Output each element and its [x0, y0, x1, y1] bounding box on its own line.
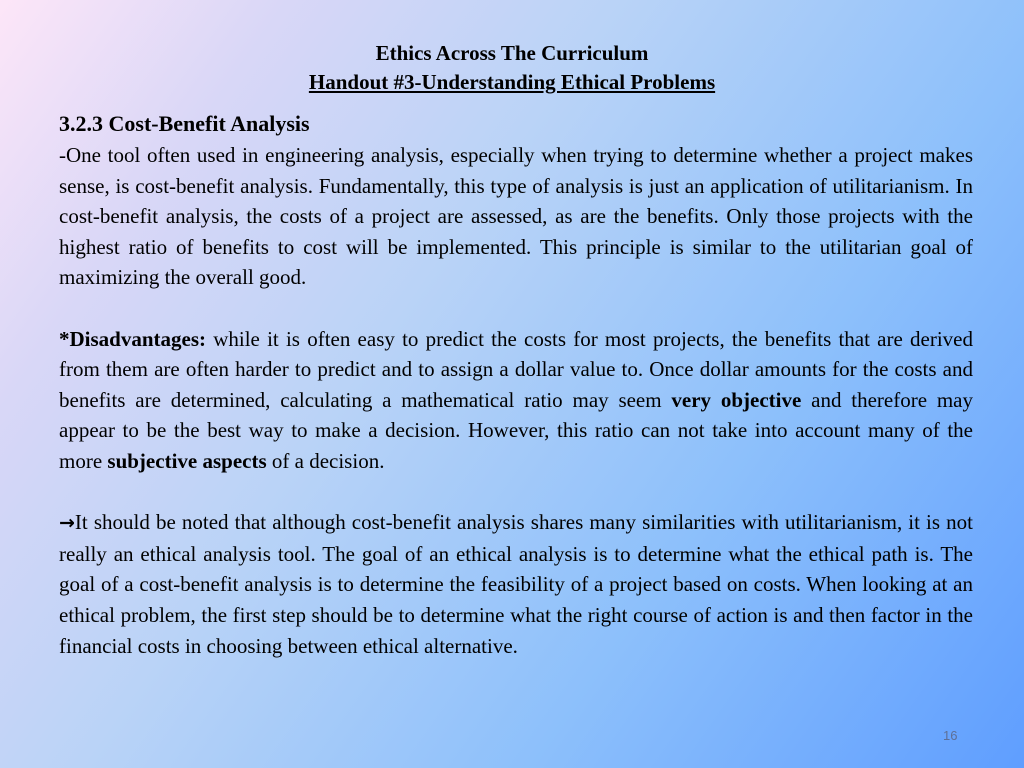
- disadvantages-paragraph: [59, 324, 973, 477]
- emphasis-subjective-aspects: subjective aspects: [107, 448, 267, 473]
- section-heading: 3.2.3 Cost-Benefit Analysis: [59, 111, 310, 136]
- disadvantages-label: *Disadvantages:: [59, 326, 207, 351]
- right-arrow-icon: →: [59, 512, 75, 535]
- spacer: [59, 477, 973, 508]
- spacer: [59, 293, 973, 324]
- title-line-2: Handout #3-Understanding Ethical Problems: [308, 70, 716, 94]
- note-text: It should be noted that although cost-benefit analysis shares many similarities with utilitarianism, it is not really an ethical analysis tool. The goal of an ethical analysis is to determine what the ethical path is. The goal of a cost-benefit analysis is to determine the feasibility of a project based on costs. When looking at an ethical problem, the first step should be to determine what the right course of action is and then factor in the financial costs in choosing between ethical alternative.: [59, 510, 973, 658]
- slide-title: [0, 39, 1024, 97]
- page-number: 16: [943, 728, 958, 743]
- disadvantages-text-1: while it is often easy to predict the costs for most projects, the benefits that are derived from them are often harder to predict and to assign a dollar value to. Once dollar amounts for the costs and benefits are determined, calculating a mathematical ratio may seem: [59, 326, 973, 412]
- slide-body: [59, 108, 973, 661]
- emphasis-very-objective: very objective: [671, 387, 802, 412]
- title-line-1: Ethics Across The Curriculum: [375, 41, 649, 65]
- intro-paragraph: -One tool often used in engineering analysis, especially when trying to determine whether a project makes sense, is cost-benefit analysis. Fundamentally, this type of analysis is just an application of utilitarianism. In cost-benefit analysis, the costs of a project are assessed, as are the benefits. Only those projects with the highest ratio of benefits to cost will be implemented. This principle is similar to the utilitarian goal of maximizing the overall good.: [59, 143, 973, 290]
- note-paragraph: [59, 507, 973, 661]
- disadvantages-text-2: and therefore may appear to be the best way to make a decision. However, this ratio can not take into account many of the more: [59, 387, 973, 473]
- disadvantages-text-3: of a decision.: [266, 448, 385, 473]
